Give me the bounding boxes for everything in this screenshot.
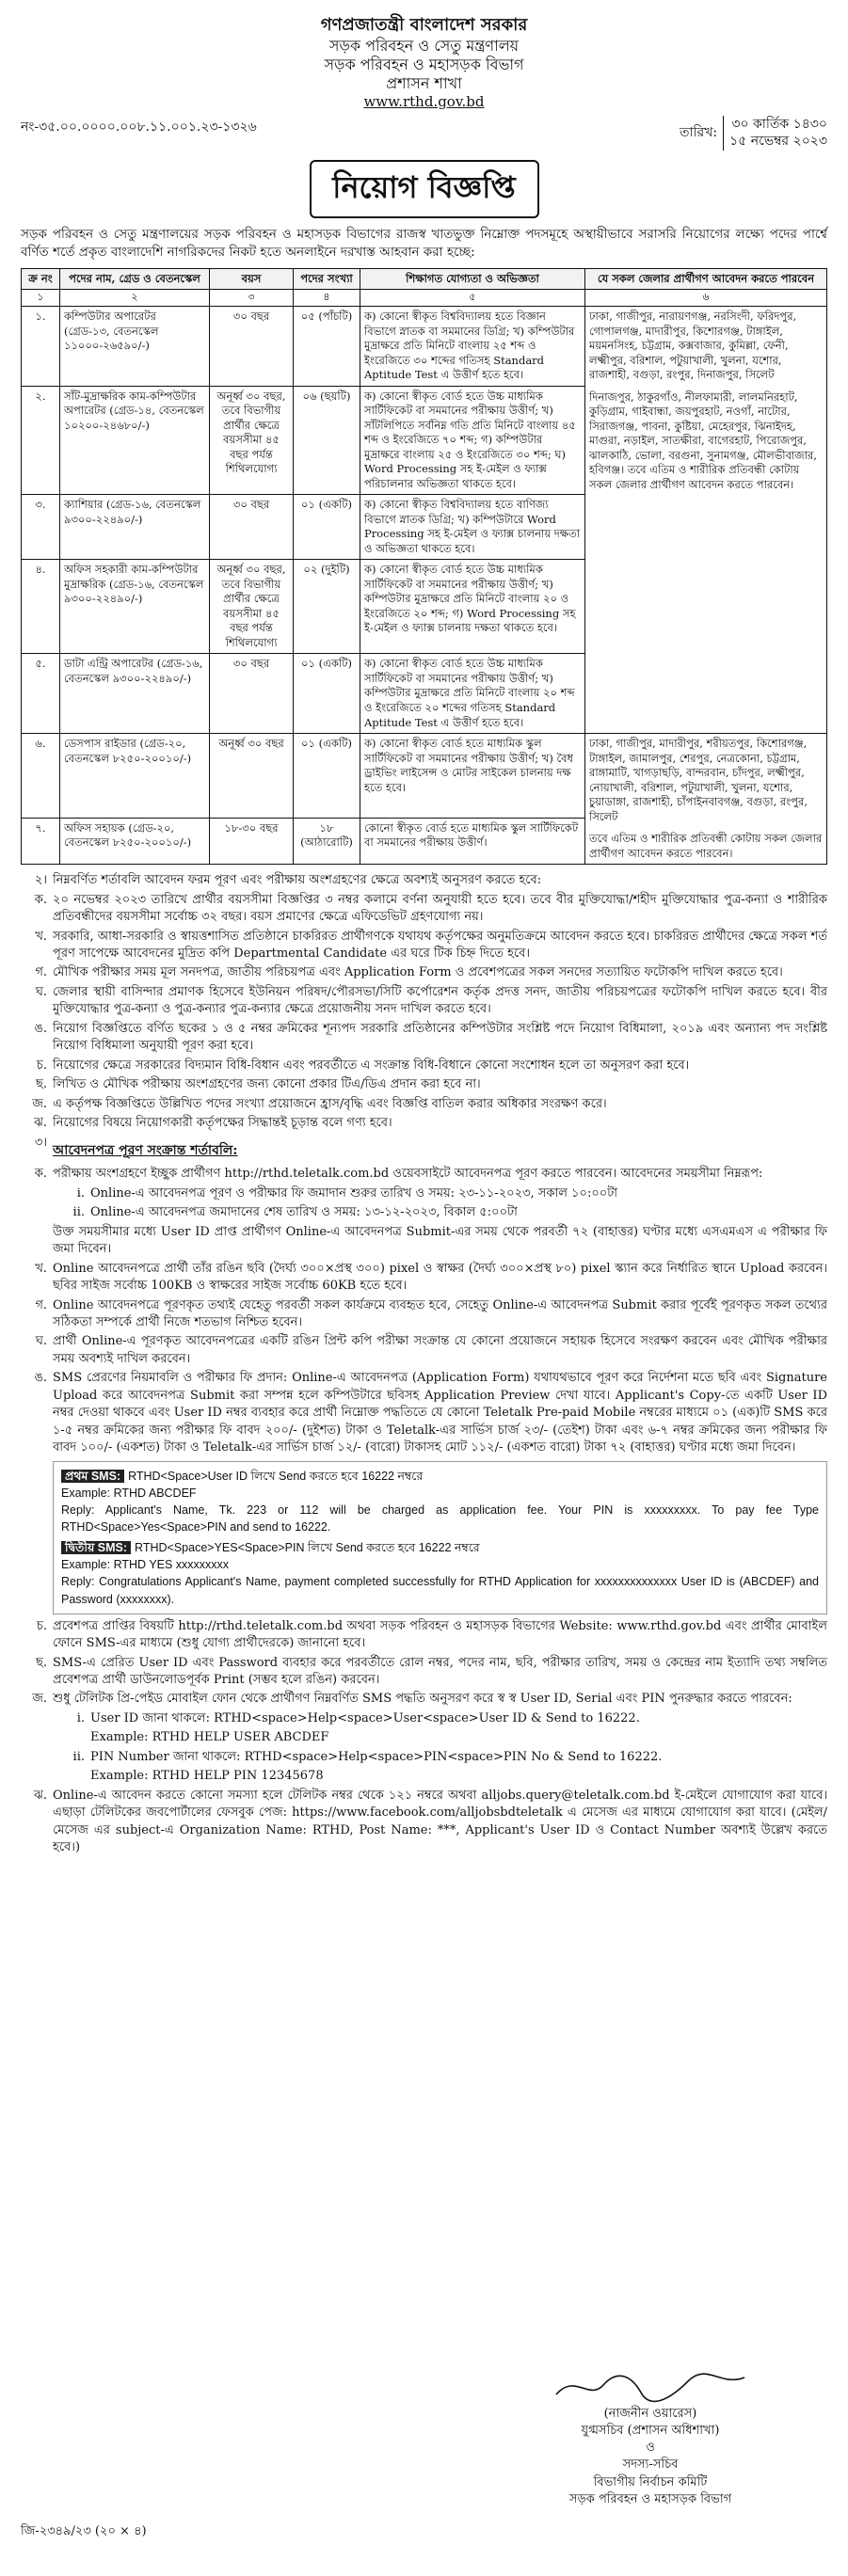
post-count: ১৮ (আঠারোটি) (294, 818, 360, 864)
notice-title: নিয়োগ বিজ্ঞপ্তি (310, 160, 539, 218)
col-header: বয়স (210, 268, 294, 290)
age-limit: ৩০ বছর (210, 307, 294, 387)
col-number: ১ (22, 290, 60, 307)
list-item-text: শুধু টেলিটক প্রি-পেইড মোবাইল ফোন থেকে প্রার্থীগণ নিম্নবর্ণিত SMS পদ্ধতি অনুসরণ করে স্ব স্ব User ID, Serial এবং PIN পুনরুদ্ধার করতে পারবেন: (53, 1692, 792, 1707)
districts-text: ঢাকা, গাজীপুর, মাদারীপুর, শরীয়তপুর, কিশোরগঞ্জ, টাঙ্গাইল, জামালপুর, শেরপুর, নেত্রকোনা, চট্টগ্রাম, রাঙ্গামাটি, খাগড়াছড়ি, বান্দরবান, চাঁদপুর, লক্ষ্মীপুর, নোয়াখালী, বরিশাল, পটুয়াখালী, খুলনা, যশোর, চুয়াডাঙ্গা, রাজশাহী, চাঁপাইনবাবগঞ্জ, বগুড়া, রংপুর, সিলেট (589, 737, 808, 823)
list-marker: ছ. (35, 1655, 47, 1670)
date-english: ১৫ নভেম্বর ২০২৩ (729, 134, 827, 150)
districts-text: তবে এতিম ও শারীরিক প্রতিবন্ধী কোটায় সকল জেলার প্রার্থীগণ আবেদন করতে পারবেন। (589, 832, 823, 860)
list-item-text: Online আবেদনপত্রে পূরণকৃত তথ্যই যেহেতু পরবর্তী সকল কার্যক্রমে ব্যবহৃত হবে, সেহেতু Online-এ আবেদনপত্র Submit করার পূর্বেই পূরণকৃত সকল তথ্যের সঠিকতা সম্পর্কে প্রার্থী নিজে শতভাগ নিশ্চিত হবেন। (53, 1297, 827, 1329)
condition-item (21, 929, 827, 963)
condition-item (21, 984, 827, 1019)
vacancy-table (21, 268, 827, 865)
list-item-text: নিয়োগের ক্ষেত্রে সরকারের বিদ্যমান বিধি-বিধান এবং পরবর্তীতে এ সংক্রান্ত বিধি-বিধানে কোনো সংশোধন হলে তা অনুসরণ করা হবে। (53, 1057, 690, 1073)
districts-text: দিনাজপুর, ঠাকুরগাঁও, নীলফামারী, লালমনিরহাট, কুড়িগ্রাম, গাইবান্ধা, জয়পুরহাট, নওগাঁ, নাটোর, সিরাজগঞ্জ, পাবনা, কুষ্টিয়া, মেহেরপুর, ঝিনাইদহ, মাগুরা, নড়াইল, সাতক্ষীরা, বাগেরহাট, পিরোজপুর, ঝালকাঠি, ভোলা, বরগুনা, সুনামগঞ্জ, মৌলভীবাজার, হবিগঞ্জ। তবে এতিম ও শারীরিক প্রতিবন্ধী কোটায় সকল জেলার প্রার্থীগণ আবেদন করতে পারবেন। (589, 390, 817, 491)
conditions-intro (21, 872, 827, 889)
table-row (22, 307, 827, 387)
post-name: ডেসপাস রাইডার (গ্রেড-২০, বেতনস্কেল ৮২৫০-২০০১০/-) (60, 734, 210, 819)
conditions-intro-text: নিম্নবর্ণিত শর্তাবলি আবেদন ফরম পূরণ এবং পরীক্ষায় অংশগ্রহণের ক্ষেত্রে অবশ্যই অনুসরণ করতে হবে: (53, 873, 542, 888)
date-label: তারিখ: (679, 125, 718, 141)
division-name: সড়ক পরিবহন ও মহাসড়ক বিভাগ (324, 55, 524, 73)
date-block (680, 116, 827, 150)
list-item (21, 1618, 827, 1653)
list-marker: ক. (34, 892, 47, 907)
post-count: ০৫ (পাঁচটি) (294, 307, 360, 387)
qualification: ক) কোনো স্বীকৃত বিশ্ববিদ্যালয় হতে বাণিজ্য বিভাগে স্নাতক ডিগ্রি; খ) কম্পিউটারে Word Processing সহ ই-মেইল ও ফ্যাক্স চালনায় দক্ষতা ও অভিজ্ঞতা থাকতে হবে। (360, 495, 585, 560)
list-item-text: নিয়োগের বিষয়ে নিয়োগকারী কর্তৃপক্ষের সিদ্ধান্তই চূড়ান্ত বলে গণ্য হবে। (53, 1116, 392, 1131)
condition-item (21, 964, 827, 981)
list-item-text: Online-এ আবেদনপত্র পূরণ ও পরীক্ষার ফি জমাদান শুরুর তারিখ ও সময়: ২৩-১১-২০২৩, সকাল ১০:০০টা (90, 1185, 618, 1201)
sms-second-reply: Reply: Congratulations Applicant's Name, payment completed successfully for RTHD Application for xxxxxxxxxxxxxx User ID is (ABCDEF) and Password (xxxxxxxx). (61, 1575, 819, 1606)
deadline-item (58, 1185, 827, 1202)
post-name: অফিস সহকারী কাম-কম্পিউটার মুদ্রাক্ষরিক (গ্রেড-১৬, বেতনস্কেল ৯৩০০-২২৪৯০/-) (60, 560, 210, 654)
list-item-text: সরকারি, আধা-সরকারি ও স্বায়ত্তশাসিত প্রতিষ্ঠানে চাকরিরত প্রার্থীগণকে যথাযথ কর্তৃপক্ষের অনুমতিক্রমে আবেদন করতে হবে। চাকরিরত প্রার্থীদের ক্ষেত্রে সকল শর্ত পূরণ সাপেক্ষে আবেদনের মুদ্রিত কপি Departmental Candidate এর ঘরে টিক চিহ্ন দিতে হবে। (53, 929, 827, 961)
sms-first-command: RTHD<Space>User ID লিখে Send করতে হবে 16222 নম্বরে (128, 1469, 424, 1483)
col-number: ৬ (585, 290, 827, 307)
signatory-org: সড়ক পরিবহন ও মহাসড়ক বিভাগ (568, 2491, 732, 2506)
col-header: পদের সংখ্যা (294, 268, 360, 290)
signatory-name: (নাজনীন ওয়ারেস) (603, 2406, 697, 2421)
list-item (21, 1655, 827, 1690)
districts-text: ঢাকা, গাজীপুর, নারায়ণগঞ্জ, নরসিংদী, ফরিদপুর, গোপালগঞ্জ, মাদারীপুর, কিশোরগঞ্জ, টাঙ্গাইল, ময়মনসিংহ, চট্টগ্রাম, কক্সবাজার, কুমিল্লা, ফেনী, লক্ষ্মীপুর, বরিশাল, পটুয়াখালী, খুলনা, যশোর, রাজশাহী, বগুড়া, রংপুর, দিনাজপুর, সিলেট (589, 310, 797, 382)
print-code: জি-২৩৪৯/২৩ (২০ × ৪) (21, 2524, 147, 2538)
col-number: ৪ (294, 290, 360, 307)
list-marker (21, 1224, 47, 1259)
condition-item (21, 1096, 827, 1113)
list-marker: i. (76, 1185, 85, 1201)
post-name: কম্পিউটার অপারেটর (গ্রেড-১৩, বেতনস্কেল ১১০০০-২৬৫৯০/-) (60, 307, 210, 387)
list-item (21, 1261, 827, 1296)
sms-second (61, 1539, 819, 1556)
col-header: যে সকল জেলার প্রার্থীগণ আবেদন করতে পারবেন (585, 268, 827, 290)
sms-second-example: Example: RTHD YES xxxxxxxxx (61, 1558, 230, 1572)
list-marker: খ. (35, 1261, 47, 1276)
sms-first (61, 1468, 819, 1485)
post-count: ০১ (একটি) (294, 495, 360, 560)
list-marker: ii. (72, 1749, 85, 1764)
list-marker: ঝ. (34, 1116, 47, 1131)
list-item-text: Online-এ আবেদনপত্র জমাদানের শেষ তারিখ ও সময়: ১৩-১২-২০২৩, বিকাল ৫:০০টা (90, 1205, 518, 1220)
qualification: ক) কোনো স্বীকৃত বোর্ড হতে উচ্চ মাধ্যমিক সার্টিফিকেট বা সমমানের পরীক্ষায় উত্তীর্ণ; খ) কম্পিউটার মুদ্রাক্ষরে প্রতি মিনিটে বাংলায় ২০ ও ইংরেজিতে ২০ শব্দ; গ) Word Processing সহ ই-মেইল ও ফ্যাক্স চালনায় দক্ষতা থাকতে হবে। (360, 560, 585, 654)
govt-name: গণপ্রজাতন্ত্রী বাংলাদেশ সরকার (320, 15, 528, 35)
signatory-committee: বিভাগীয় নির্বাচন কমিটি (593, 2474, 708, 2489)
qualification: ক) কোনো স্বীকৃত বিশ্ববিদ্যালয় হতে বিজ্ঞান বিভাগে স্নাতক বা সমমানের ডিগ্রি; খ) কম্পিউটার মুদ্রাক্ষরে প্রতি মিনিটে বাংলায় ২৫ শব্দ ও ইংরেজিতে ৩০ শব্দের গতিসহ Standard Aptitude Test এ উত্তীর্ণ হতে হবে। (360, 307, 585, 387)
list-example: Example: RTHD HELP USER ABCDEF (90, 1730, 329, 1745)
signatory-designation: যুগ্মসচিব (প্রশাসন অধিশাখা) (581, 2424, 720, 2439)
list-item-text: প্রবেশপত্র প্রাপ্তির বিষয়টি http://rthd.teletalk.com.bd অথবা সড়ক পরিবহন ও মহাসড়ক বিভাগের Website: www.rthd.gov.bd এবং প্রার্থীর মোবাইল ফোনে SMS-এর মাধ্যমে (শুধু যোগ্য প্রার্থীদেরকে) জানানো হবে। (53, 1618, 827, 1651)
list-item-text: PIN Number জানা থাকলে: RTHD<space>Help<space>PIN<space>PIN No & Send to 16222. (90, 1749, 663, 1764)
row-serial: ৬. (22, 734, 60, 819)
col-number: ২ (60, 290, 210, 307)
list-item (21, 1691, 827, 1708)
application-heading-text: আবেদনপত্র পূরণ সংক্রান্ত শর্তাবলি: (53, 1142, 238, 1158)
list-marker: ঝ. (34, 1788, 47, 1803)
age-limit: অনূর্ধ্ব ৩০ বছর, তবে বিভাগীয় প্রার্থীর ক্ষেত্রে বয়সসীমা ৪৫ বছর পর্যন্ত শিথিলযোগ্য (210, 386, 294, 495)
col-header: পদের নাম, গ্রেড ও বেতনস্কেল (60, 268, 210, 290)
condition-item (21, 1021, 827, 1056)
recovery-list (58, 1710, 827, 1786)
post-count: ০২ (দুইটি) (294, 560, 360, 654)
list-marker: খ. (35, 929, 47, 944)
column-number-row (22, 290, 827, 307)
list-item (21, 1333, 827, 1368)
signatory-role: সদস্য-সচিব (622, 2457, 679, 2473)
list-marker: চ. (36, 1057, 47, 1073)
deadline-item (58, 1204, 827, 1221)
list-item-text: SMS-এ প্রেরিত User ID এবং Password ব্যবহার করে পরবর্তীতে রোল নম্বর, পদের নাম, ছবি, পরীক্ষার তারিখ, সময় ও কেন্দ্রের নাম ইত্যাদি তথ্য সম্বলিত প্রবেশপত্র প্রার্থী ডাউনলোডপূর্বক Print (সম্ভব হলে রঙিন) করবেন। (53, 1655, 827, 1687)
list-item (21, 1224, 827, 1259)
list-marker: ঘ. (35, 1334, 47, 1349)
table-row (22, 734, 827, 819)
list-marker: ছ. (35, 1077, 47, 1092)
signatory-and: ও (646, 2441, 655, 2456)
list-item-text: লিখিত ও মৌখিক পরীক্ষায় অংশগ্রহণের জন্য কোনো প্রকার টিএ/ডিএ প্রদান করা হবে না। (53, 1077, 481, 1092)
list-marker: ii. (72, 1205, 85, 1220)
col-header: শিক্ষাগত যোগ্যতা ও অভিজ্ঞতা (360, 268, 585, 290)
memo-number: নং-৩৫.০০.০০০০.০০৮.১১.০০১.২৩-১৩২৬ (21, 119, 257, 135)
list-marker: ক. (34, 1167, 47, 1182)
row-serial: ৩. (22, 495, 60, 560)
list-marker: গ. (35, 1297, 47, 1312)
list-item (21, 1788, 827, 1857)
eligible-districts (585, 307, 827, 734)
sms-instructions (53, 1461, 827, 1614)
eligible-districts (585, 734, 827, 865)
post-count: ০১ (একটি) (294, 734, 360, 819)
list-marker: ঙ. (34, 1371, 47, 1386)
sms-first-reply: Reply: Applicant's Name, Tk. 223 or 112 will be charged as application fee. Your PIN is xxxxxxxxx. To pay fee Type RTHD<Space>Yes<Space>PIN and send to 16222. (61, 1503, 819, 1534)
sms-first-example: Example: RTHD ABCDEF (61, 1486, 197, 1500)
qualification: ক) কোনো স্বীকৃত বোর্ড হতে উচ্চ মাধ্যমিক সার্টিফিকেট বা সমমানের পরীক্ষায় উত্তীর্ণ; খ) কম্পিউটার মুদ্রাক্ষরে প্রতি মিনিটে বাংলায় ২০ শব্দ ও ইংরেজিতে ২০ শব্দের গতিসহ Standard Aptitude Test এ উত্তীর্ণ হতে হবে। (360, 654, 585, 734)
conditions-section (21, 872, 827, 1132)
date-bangla: ৩০ কার্তিক ১৪৩০ (731, 117, 827, 133)
list-marker: চ. (36, 1618, 47, 1633)
col-number: ৩ (210, 290, 294, 307)
list-marker: ঙ. (34, 1021, 47, 1036)
sms-first-tag: প্রথম SMS: (61, 1470, 124, 1483)
row-serial: ৭. (22, 818, 60, 864)
post-name: সাঁট-মুদ্রাক্ষরিক কাম-কম্পিউটার অপারেটর (গ্রেড-১৪, বেতনস্কেল ১০২০০-২৪৬৮০/-) (60, 386, 210, 495)
conditions-list (21, 892, 827, 1133)
post-name: ক্যাশিয়ার (গ্রেড-১৬, বেতনস্কেল ৯৩০০-২২৪৯০/-) (60, 495, 210, 560)
list-item-text: জেলার স্থায়ী বাসিন্দার প্রমাণক হিসেবে ইউনিয়ন পরিষদ/পৌরসভা/সিটি কর্পোরেশন কর্তৃক প্রদত্ত সনদ, জাতীয় পরিচয়পত্রের ফটোকপি দাখিল করতে হবে। বীর মুক্তিযোদ্ধার পুত্র-কন্যা ও পুত্র-কন্যার পুত্র-কন্যার ক্ষেত্রে প্রয়োজনীয় সনদ দাখিল করতে হবে। (53, 984, 827, 1017)
signature-image (509, 2368, 792, 2406)
table-header-row (22, 268, 827, 290)
condition-item (21, 1115, 827, 1132)
list-marker: i. (76, 1710, 85, 1725)
list-item-text: মৌখিক পরীক্ষার সময় মূল সনদপত্র, জাতীয় পরিচয়পত্র এবং Application Form ও প্রবেশপত্রের সকল সনদের সত্যায়িত ফটোকপি দাখিল করতে হবে। (53, 965, 783, 980)
apply-last-text: Online-এ আবেদন করতে কোনো সমস্যা হলে টেলিটক নম্বর থেকে ১২১ নম্বরে অথবা alljobs.query@teletalk.com.bd ই-মেইলে যোগাযোগ করা যাবে। এছাড়া টেলিটকের জবপোর্টালের ফেসবুক পেজ: https://www.facebook.com/alljobsbdteletalk এ মেসেজ এর মাধ্যমে যোগাযোগ করা যাবে। (মেইল/মেসেজ এর subject-এ Organization Name: RTHD, Post Name: ***, Applicant's User ID ও Contact Number অবশ্যই উল্লেখ করতে হবে।) (53, 1788, 827, 1855)
col-header: ক্র নং (22, 268, 60, 290)
age-limit: ৩০ বছর (210, 495, 294, 560)
sms-second-tag: দ্বিতীয় SMS: (61, 1541, 131, 1554)
list-item-text: প্রার্থী Online-এ পূরণকৃত আবেদনপত্রের একটি রঙিন প্রিন্ট কপি পরীক্ষা সংক্রান্ত যে কোনো প্রয়োজনে সহায়ক হিসেবে সংরক্ষণ করবেন এবং মৌখিক পরীক্ষার সময় অবশ্যই দাখিল করবেন। (53, 1334, 827, 1366)
website-link[interactable]: www.rthd.gov.bd (363, 92, 485, 110)
condition-item (21, 1057, 827, 1074)
list-marker: ৩। (34, 1135, 47, 1150)
application-rules-2 (21, 1618, 827, 1709)
row-serial: ৪. (22, 560, 60, 654)
list-item-text: নিয়োগ বিজ্ঞপ্তিতে বর্ণিত ছকের ১ ও ৫ নম্বর ক্রমিকের শূন্যপদ সরকারি প্রতিষ্ঠানের কম্পিউটার সংশ্লিষ্ট পদে নিয়োগ বিধিমালা, ২০১৯ এবং অন্যান্য পদ সংশ্লিষ্ট নিয়োগ বিধিমালা অনুযায়ী পূরণ করা হবে। (53, 1021, 827, 1054)
application-heading (21, 1135, 827, 1165)
list-marker: জ. (32, 1692, 47, 1707)
signature-icon (547, 2368, 754, 2406)
condition-item (21, 892, 827, 927)
post-name: ডাটা এন্ট্রি অপারেটর (গ্রেড-১৬, বেতনস্কেল ৯৩০০-২২৪৯০/-) (60, 654, 210, 734)
list-marker: ঘ. (35, 984, 47, 999)
deadline-list (58, 1185, 827, 1222)
qualification: কোনো স্বীকৃত বোর্ড হতে মাধ্যমিক স্কুল সার্টিফিকেট বা সমমানের পরীক্ষায় উত্তীর্ণ। (360, 818, 585, 864)
application-rules (21, 1261, 827, 1457)
apply-a2-text: উক্ত সময়সীমার মধ্যে User ID প্রাপ্ত প্রার্থীগণ Online-এ আবেদনপত্র Submit-এর সময় থেকে পরবর্তী ৭২ (বাহাত্তর) ঘণ্টার মধ্যে এসএমএস এ পরীক্ষার ফি জমা দিবেন। (53, 1224, 827, 1257)
row-serial: ২. (22, 386, 60, 495)
list-item-text: User ID জানা থাকলে: RTHD<space>Help<space>User<space>User ID & Send to 16222. (90, 1710, 640, 1725)
section-name: প্রশাসন শাখা (386, 73, 462, 92)
list-marker: জ. (32, 1096, 47, 1111)
apply-a-text: পরীক্ষায় অংশগ্রহণে ইচ্ছুক প্রার্থীগণ http://rthd.teletalk.com.bd ওয়েবসাইটে আবেদনপত্র পূরণ করতে পারবেন। আবেদনের সময়সীমা নিম্নরূপ: (53, 1167, 763, 1182)
list-example: Example: RTHD HELP PIN 12345678 (90, 1769, 324, 1784)
row-serial: ৫. (22, 654, 60, 734)
list-item-text: SMS প্রেরণের নিয়মাবলি ও পরীক্ষার ফি প্রদান: Online-এ আবেদনপত্র (Application Form) যথাযথভাবে পূরণ করে নির্দেশনা মতে ছবি এবং Signature Upload করে আবেদনপত্র Submit করা সম্পন্ন হলে কম্পিউটারে ছবিসহ Application Preview দেখা যাবে। Applicant's Copy-তে একটি User ID নম্বর দেওয়া থাকবে এবং User ID নম্বর ব্যবহার করে প্রার্থী নিম্নোক্ত পদ্ধতিতে যে কোনো Teletalk Pre-paid Mobile নম্বরের মাধ্যমে ০১ (এক)টি SMS করে ১-৫ নম্বর ক্রমিকের জন্য পরীক্ষার ফি বাবদ ২০০/- (দুইশত) টাকা ও Teletalk-এর সার্ভিস চার্জ ২৩/- (তেইশ) টাকা এবং ৬-৭ নম্বর ক্রমিকের জন্য পরীক্ষার ফি বাবদ ১০০/- (একশত) টাকা ও Teletalk-এর সার্ভিস চার্জ ১২/- (বারো) টাকাসহ মোট ১১২/- (একশত বারো) টাকা ৭২ (বাহাত্তর) ঘণ্টার মধ্যে জমা দিবেন। (53, 1371, 827, 1455)
list-item (21, 1166, 827, 1183)
col-number: ৫ (360, 290, 585, 307)
recovery-item (58, 1710, 827, 1727)
recovery-item (58, 1749, 827, 1766)
list-marker: ২। (34, 873, 47, 888)
list-item-text: Online আবেদনপত্রে প্রার্থী তাঁর রঙিন ছবি (দৈর্ঘ্য ৩০০×প্রস্থ ৩০০) pixel ও স্বাক্ষর (দৈর্ঘ্য ৩০০×প্রস্থ ৮০) pixel স্ক্যান করে নির্ধারিত স্থানে Upload করবেন। ছবির সাইজ সর্বোচ্চ 100KB ও স্বাক্ষরের সাইজ সর্বোচ্চ 60KB হতে হবে। (53, 1261, 827, 1294)
reference-row (21, 116, 827, 150)
sms-second-command: RTHD<Space>YES<Space>PIN লিখে Send করতে হবে 16222 নম্বরে (135, 1541, 480, 1555)
post-name: অফিস সহায়ক (গ্রেড-২০, বেতনস্কেল ৮২৫০-২০০১০/-) (60, 818, 210, 864)
post-count: ০১ (একটি) (294, 654, 360, 734)
age-limit: অনূর্ধ্ব ৩০ বছর (210, 734, 294, 819)
signature-block (509, 2368, 792, 2508)
condition-item (21, 1076, 827, 1093)
qualification: ক) কোনো স্বীকৃত বোর্ড হতে উচ্চ মাধ্যমিক সার্টিফিকেট বা সমমানের পরীক্ষায় উত্তীর্ণ; খ) সাঁটলিপিতে সর্বনিম্ন গতি প্রতি মিনিটে বাংলায় ৪৫ শব্দ ও ইংরেজিতে ৭০ শব্দ; গ) কম্পিউটার মুদ্রাক্ষরে বাংলায় ২৫ ও ইংরেজিতে ৩০ শব্দ; ঘ) Word Processing সহ ই-মেইল ও ফ্যাক্স পরিচালনার অভিজ্ঞতা থাকতে হবে। (360, 386, 585, 495)
list-item (21, 1297, 827, 1332)
list-item (21, 1370, 827, 1456)
post-count: ০৬ (ছয়টি) (294, 386, 360, 495)
list-marker: গ. (35, 965, 47, 980)
ministry-name: সড়ক পরিবহন ও সেতু মন্ত্রণালয় (328, 36, 520, 55)
age-limit: ৩০ বছর (210, 654, 294, 734)
list-item-text: এ কর্তৃপক্ষ বিজ্ঞপ্তিতে উল্লিখিত পদের সংখ্যা প্রয়োজনে হ্রাস/বৃদ্ধি এবং বিজ্ঞপ্তি বাতিল করার অধিকার সংরক্ষণ করে। (53, 1096, 607, 1111)
application-section (21, 1135, 827, 1857)
intro-paragraph: সড়ক পরিবহন ও সেতু মন্ত্রণালয়ের সড়ক পরিবহন ও মহাসড়ক বিভাগের রাজস্ব খাতভুক্ত নিম্নোক্ত পদসমূহে অস্থায়ীভাবে সরাসরি নিয়োগের লক্ষ্যে পদের পার্শ্বে বর্ণিত শর্তে প্রকৃত বাংলাদেশি নাগরিকদের নিকট হতে অনলাইনে দরখাস্ত আহবান করা হচ্ছে: (21, 226, 827, 261)
row-serial: ১. (22, 307, 60, 387)
list-item-text: ২০ নভেম্বর ২০২৩ তারিখে প্রার্থীর বয়সসীমা বিজ্ঞপ্তির ৩ নম্বর কলামে বর্ণনা অনুযায়ী হতে হবে। তবে বীর মুক্তিযোদ্ধা/শহীদ মুক্তিযোদ্ধার পুত্র-কন্যা ও শারীরিক প্রতিবন্ধীদের বয়সসীমা সর্বোচ্চ ৩২ বছর। বয়স প্রমাণের ক্ষেত্রে এফিডেভিট গ্রহণযোগ্য নয়। (53, 892, 827, 925)
age-limit: ১৮-৩০ বছর (210, 818, 294, 864)
qualification: ক) কোনো স্বীকৃত বোর্ড হতে মাধ্যমিক স্কুল সার্টিফিকেট বা সমমানের পরীক্ষায় উত্তীর্ণ; খ) বৈধ ড্রাইভিং লাইসেন্স ও মোটর সাইকেল চালনায় দক্ষ হতে হবে। (360, 734, 585, 819)
letterhead (21, 15, 827, 110)
age-limit: অনূর্ধ্ব ৩০ বছর, তবে বিভাগীয় প্রার্থীর ক্ষেত্রে বয়সসীমা ৪৫ বছর পর্যন্ত শিথিলযোগ্য (210, 560, 294, 654)
